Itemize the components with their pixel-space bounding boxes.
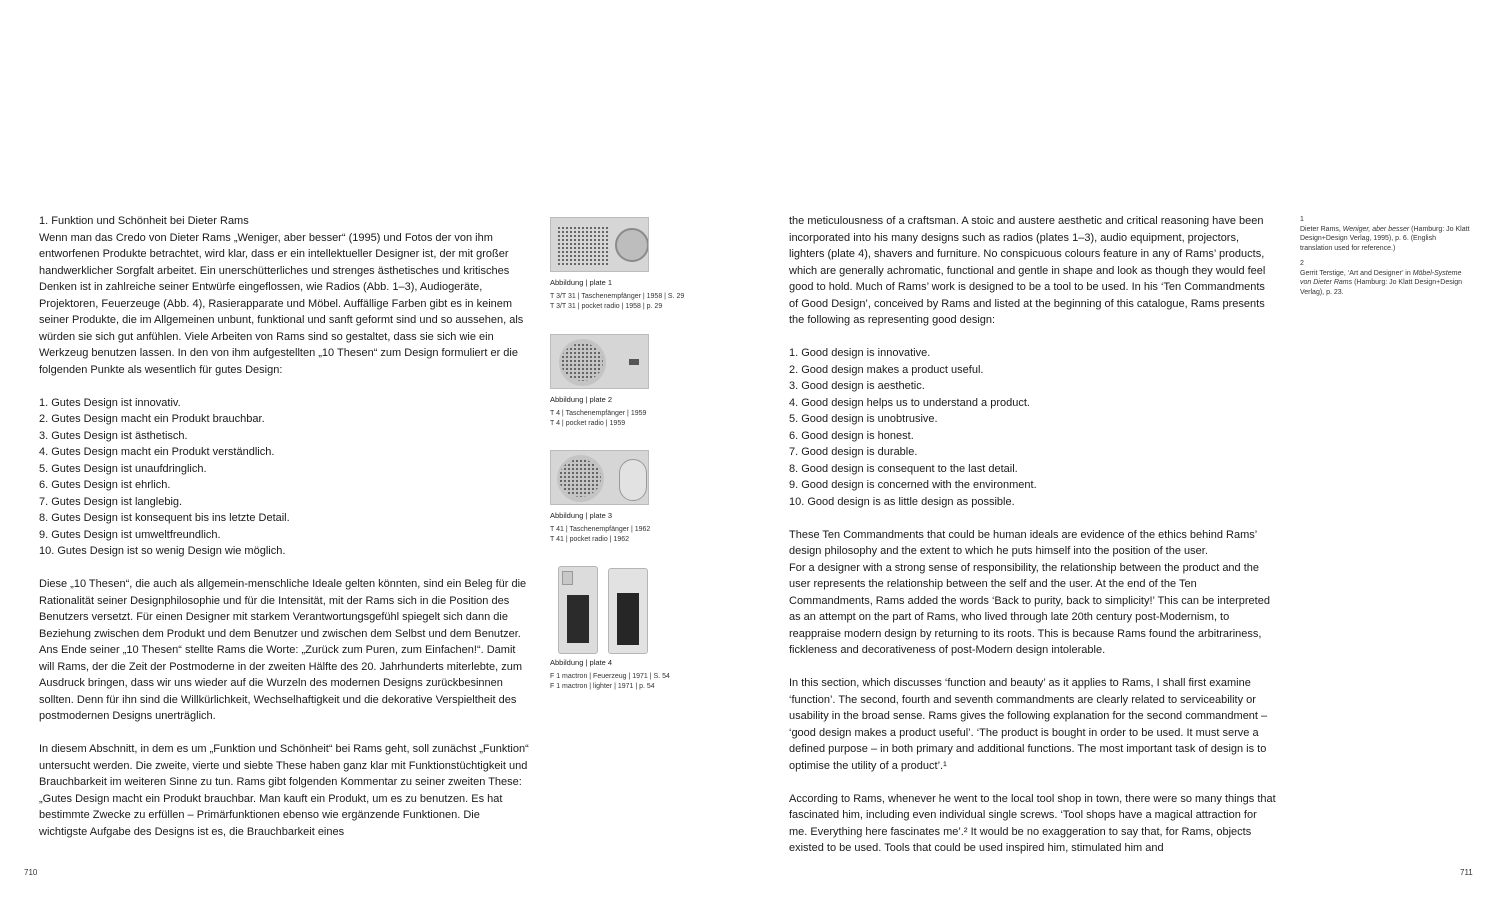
footnote-title: Möbel-Systeme von Dieter Rams xyxy=(1300,269,1462,286)
right-page-text xyxy=(789,213,1277,857)
list-item: 8. Good design is consequent to the last detail. xyxy=(789,462,1018,475)
figure-caption-line: T 4 | pocket radio | 1959 xyxy=(550,419,626,427)
paragraph: According to Rams, whenever he went to the local tool shop in town, there were so many things that fascinated him, including even individual single screws. ‘Tool shops have a magical attraction for me. Everything here fascinates me’.² It would be no exaggeration to say that, for Rams, objects existed to be used. Tools that could be used inspired him, stimulated him and xyxy=(789,792,1276,854)
paragraph: In this section, which discusses ‘function and beauty’ as it applies to Rams, I shall first examine ‘function’. The second, fourth and seventh commandments are clearly related to serviceability or usability in the broad sense. Rams gives the following explanation for the second commandment – ‘good design makes a product useful’. ‘The product is bought in order to be used. It must serve a defined purpose – in both primary and additional functions. The most important task of design is to optimise the utility of a product’.¹ xyxy=(789,677,1268,772)
footnote-text: Dieter Rams, xyxy=(1300,225,1343,233)
theses-list xyxy=(39,395,531,560)
list-item: 7. Gutes Design ist langlebig. xyxy=(39,495,183,508)
list-item: 9. Good design is concerned with the environment. xyxy=(789,479,1037,491)
figure-caption-title: Abbildung | plate 2 xyxy=(550,395,612,404)
section-heading: 1. Funktion und Schönheit bei Dieter Rams xyxy=(39,215,249,227)
footnote-number: 1 xyxy=(1300,216,1304,223)
lighter-image xyxy=(550,566,649,652)
footnote-1 xyxy=(1300,215,1470,253)
list-item: 9. Gutes Design ist umweltfreundlich. xyxy=(39,528,221,541)
list-item: 4. Good design helps us to understand a product. xyxy=(789,396,1030,409)
list-item: 6. Good design is honest. xyxy=(789,429,914,442)
paragraph: For a designer with a strong sense of responsibility, the relationship between the product and the user represents the relationship between the self and the user. At the end of the Ten Commandments, Rams added the words ‘Back to purity, back to simplicity!’ This can be interpreted as an attempt on the part of Rams, who lived through late 20th century post-Modernism, to reappraise modern design by returning to its roots. This is because Rams found the arbitrariness, fickleness and decorativeness of post-Modern design intolerable. xyxy=(789,561,1270,656)
page-number-left: 710 xyxy=(24,868,38,877)
list-item: 6. Gutes Design ist ehrlich. xyxy=(39,479,171,491)
list-item: 2. Good design makes a product useful. xyxy=(789,363,984,376)
radio-t3-image xyxy=(550,217,649,272)
list-item: 1. Gutes Design ist innovativ. xyxy=(39,396,181,409)
list-item: 7. Good design is durable. xyxy=(789,446,918,458)
figure-caption-line: T 4 | Taschenempfänger | 1959 xyxy=(550,410,647,417)
commandments-list xyxy=(789,345,1277,510)
list-item: 2. Gutes Design macht ein Produkt brauchbar. xyxy=(39,413,265,425)
figure-caption-line: F 1 mactron | lighter | 1971 | p. 54 xyxy=(550,682,655,690)
list-item: 5. Good design is unobtrusive. xyxy=(789,413,938,425)
list-item: 8. Gutes Design ist konsequent bis ins letzte Detail. xyxy=(39,512,290,524)
list-item: 3. Good design is aesthetic. xyxy=(789,380,925,392)
figure-caption-line: T 41 | Taschenempfänger | 1962 xyxy=(550,526,651,533)
footnote-text: (Hamburg: Jo Klatt Design+Design Verlag), p. 23. xyxy=(1300,279,1463,296)
paragraph: These Ten Commandments that could be human ideals are evidence of the ethics behind Rams’ design philosophy and the extent to which he puts himself into the position of the user. xyxy=(789,528,1257,557)
footnote-text: (Hamburg: Jo Klatt Design+Design Verlag, 1995), p. 6. (English translation used for reference.) xyxy=(1300,225,1470,252)
radio-t41-image xyxy=(550,450,649,505)
list-item: 3. Gutes Design ist ästhetisch. xyxy=(39,429,188,442)
list-item: 1. Good design is innovative. xyxy=(789,347,931,359)
footnote-title: Weniger, aber besser xyxy=(1342,225,1410,233)
footnote-2 xyxy=(1300,259,1470,297)
figure-caption-line: T 3/T 31 | pocket radio | 1958 | p. 29 xyxy=(550,302,663,310)
list-item: 10. Good design is as little design as possible. xyxy=(789,495,1015,508)
figure-caption-title: Abbildung | plate 3 xyxy=(550,511,612,520)
footnote-text: Gerrit Terstige, ‘Art and Designer’ in xyxy=(1300,269,1413,277)
list-item: 10. Gutes Design ist so wenig Design wie möglich. xyxy=(39,545,286,557)
paragraph: the meticulousness of a craftsman. A stoic and austere aesthetic and critical reasoning have been incorporated into his many designs such as radios (plates 1–3), audio equipment, projectors, lighters (plate 4), shavers and furniture. No conspicuous colours feature in any of Rams’ products, which are generally achromatic, functional and gentle in shape and look as though they would feel good to hold. Much of Rams’ work is designed to be a tool to be used. In his ‘Ten Commandments of Good Design’, conceived by Rams and listed at the beginning of this catalogue, Rams presents the following as representing good design: xyxy=(789,215,1266,326)
figure-plate-3 xyxy=(550,450,730,544)
figure-caption-line: T 41 | pocket radio | 1962 xyxy=(550,535,630,543)
footnotes xyxy=(1300,215,1470,303)
figure-caption-title: Abbildung | plate 1 xyxy=(550,278,612,287)
figure-caption-line: T 3/T 31 | Taschenempfänger | 1958 | S. 29 xyxy=(550,293,685,300)
figure-plate-1 xyxy=(550,217,730,311)
paragraph: Diese „10 Thesen“, die auch als allgemein-menschliche Ideale gelten könnten, sind ein Beleg für die Rationalität seiner Designphilosophie und für die Intensität, mit der Rams sich in die Position des Benutzers versetzt. Für einen Designer mit starkem Verantwortungsgefühl spiegelt sich dann die Beziehung zwischen dem Produkt und dem Benutzer und zwischen dem Selbst und dem Benutzer. Ans Ende seiner „10 Thesen“ stellte Rams die Worte: „Zurück zum Puren, zum Einfachen!“. Damit will Rams, der die Zeit der Postmoderne in der zweiten Hälfte des 20. Jahrhunderts miterlebte, zum Ausdruck bringen, dass wir uns wieder auf die Wurzeln des modernen Designs zurückbesinnen sollten. Denn für ihn sind die Willkürlichkeit, Wechselhaftigkeit und die dekorative Verspieltheit des postmodernen Designs unerträglich. xyxy=(39,578,527,722)
figure-caption-line: F 1 mactron | Feuerzeug | 1971 | S. 54 xyxy=(550,673,670,680)
list-item: 4. Gutes Design macht ein Produkt verständlich. xyxy=(39,446,275,458)
left-page-text xyxy=(39,213,531,840)
figure-caption-title: Abbildung | plate 4 xyxy=(550,658,612,667)
footnote-number: 2 xyxy=(1300,260,1304,267)
radio-t4-image xyxy=(550,334,649,389)
figure-plate-2 xyxy=(550,334,730,428)
page-number-right: 711 xyxy=(1460,868,1473,877)
list-item: 5. Gutes Design ist unaufdringlich. xyxy=(39,462,207,475)
paragraph: In diesem Abschnitt, in dem es um „Funktion und Schönheit“ bei Rams geht, soll zunächst „Funktion“ untersucht werden. Die zweite, vierte und siebte These haben ganz klar mit Funktionstüchtigkeit und Brauchbarkeit im weiteren Sinne zu tun. Rams gibt folgenden Kommentar zu seiner zweiten These: „Gutes Design macht ein Produkt brauchbar. Man kauft ein Produkt, um es zu benutzen. Es hat bestimmte Zwecke zu erfüllen – Primärfunktionen ebenso wie ergänzende Funktionen. Die wichtigste Aufgabe des Designs ist es, die Brauchbarkeit eines xyxy=(39,743,529,838)
intro-paragraph: Wenn man das Credo von Dieter Rams „Weniger, aber besser“ (1995) und Fotos der von ihm entworfenen Produkte betrachtet, wird klar, dass er ein intellektueller Designer ist, der mit großer handwerklicher Sorgfalt arbeitet. Ein unerschütterliches und strenges ästhetisches und kritisches Denken ist in zahlreiche seiner Entwürfe eingeflossen, wie Radios (Abb. 1–3), Audiogeräte, Projektoren, Feuerzeuge (Abb. 4), Rasierapparate und Möbel. Auffällige Farben gibt es in keinem seiner Produkte, die im Allgemeinen unbunt, funktional und sanft geformt sind und so aussehen, als würden sie sich gut anfühlen. Viele Arbeiten von Rams sind so gestaltet, dass sie sich wie ein Werkzeug benutzen lassen. In den von ihm aufgestellten „10 Thesen“ zum Design formuliert er die folgenden Punkte als wesentlich für gutes Design: xyxy=(39,231,524,376)
figure-plate-4 xyxy=(550,566,730,691)
